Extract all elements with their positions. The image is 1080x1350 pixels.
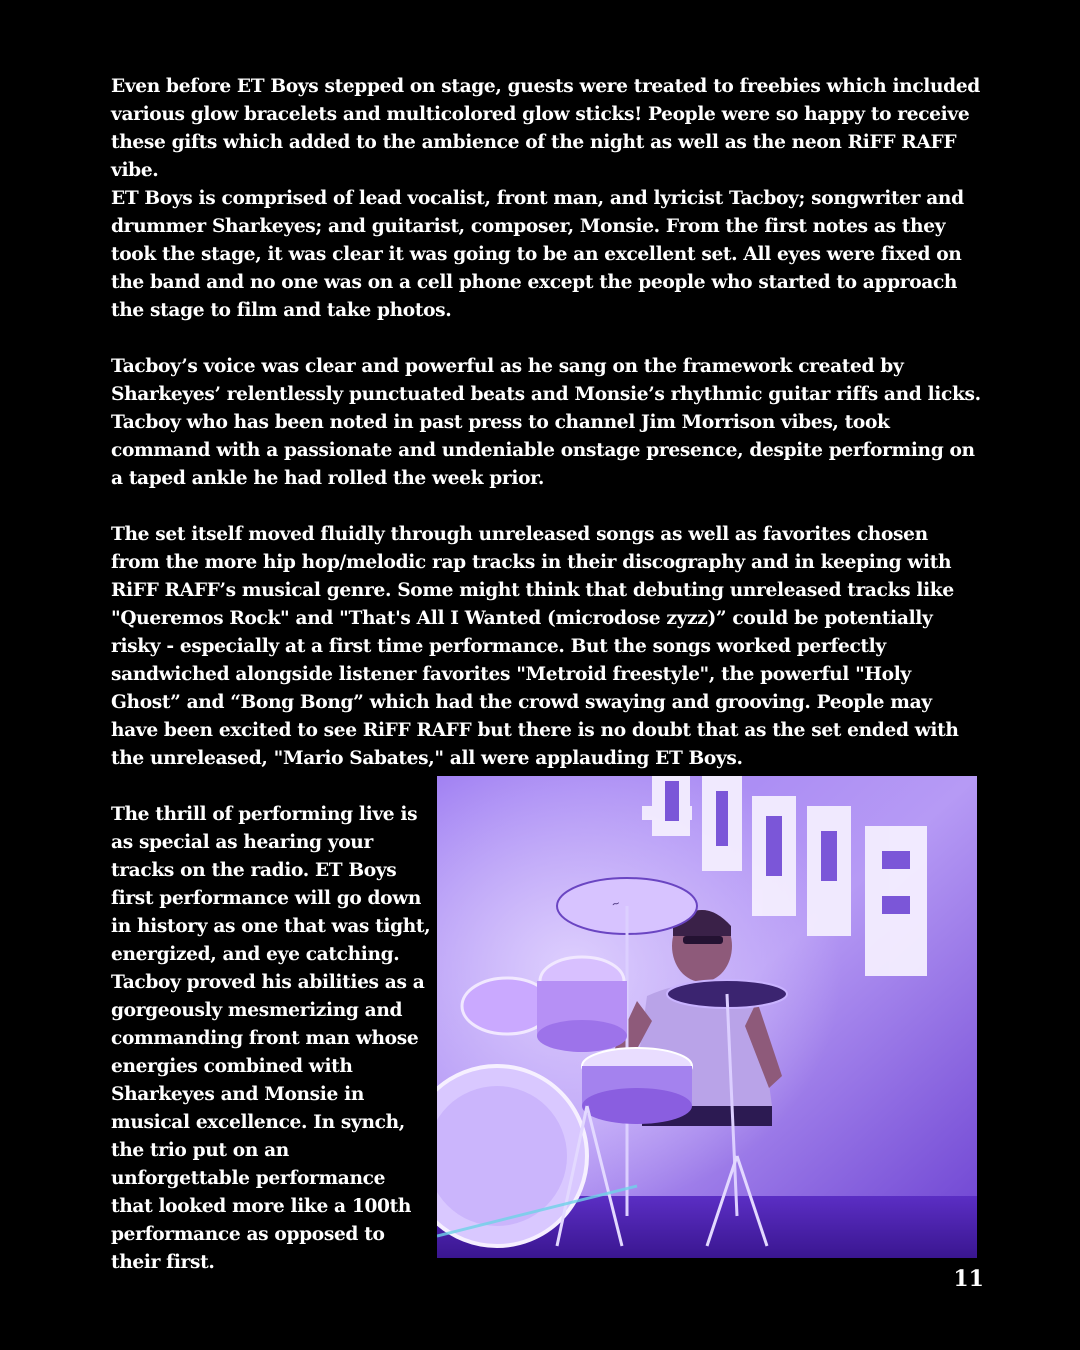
article-paragraph-1: Even before ET Boys stepped on stage, guests were treated to freebies which included various glow bracelets and multicolored glow sticks! People were so happy to receive these gifts which added to the ambience of the night as well as the neon RiFF RAFF vibe. (111, 76, 980, 181)
article-paragraph-2: ET Boys is comprised of lead vocalist, front man, and lyricist Tacboy; songwriter and drummer Sharkeyes; and guitarist, composer, Monsie. From the first notes as they took the stage, it was clear it was going to be an excellent set. All eyes were fixed on the band and no one was on a cell phone except the people who started to approach the stage to film and take photos. (111, 188, 964, 321)
page-number: 11 (953, 1266, 984, 1292)
svg-text:~: ~ (610, 897, 622, 911)
article-paragraph-4: The set itself moved fluidly through unreleased songs as well as favorites chosen from the more hip hop/melodic rap tracks in their discography and in keeping with RiFF RAFF’s musical genre. Some might think that debuting unreleased tracks like "Queremos Rock" and "That's All I Wanted (microdose zyzz)” could be potentially risky - especially at a first time performance. But the songs worked perfectly sandwiched alongside listener favorites "Metroid freestyle", the powerful "Holy Ghost” and “Bong Bong” which had the crowd swaying and grooving. People may have been excited to see RiFF RAFF but there is no doubt that as the set ended with the unreleased, "Mario Sabates," all were applauding ET Boys. (111, 524, 959, 769)
drummer-photo (437, 776, 977, 1258)
article-paragraph-5: The thrill of performing live is as special as hearing your tracks on the radio. ET Boys first performance will go down in history as one that was tight, energized, and eye catching. Tacboy proved his abilities as a gorgeously mesmerizing and commanding front man whose energies combined with Sharkeyes and Monsie in musical excellence. In synch, the trio put on an unforgettable performance that looked more like a 100th performance as opposed to their first. (111, 804, 431, 1273)
article-paragraph-3: Tacboy’s voice was clear and powerful as he sang on the framework created by Sharkeyes’ relentlessly punctuated beats and Monsie’s rhythmic guitar riffs and licks. Tacboy who has been noted in past press to channel Jim Morrison vibes, took command with a passionate and undeniable onstage presence, despite performing on a taped ankle he had rolled the week prior. (111, 356, 981, 489)
